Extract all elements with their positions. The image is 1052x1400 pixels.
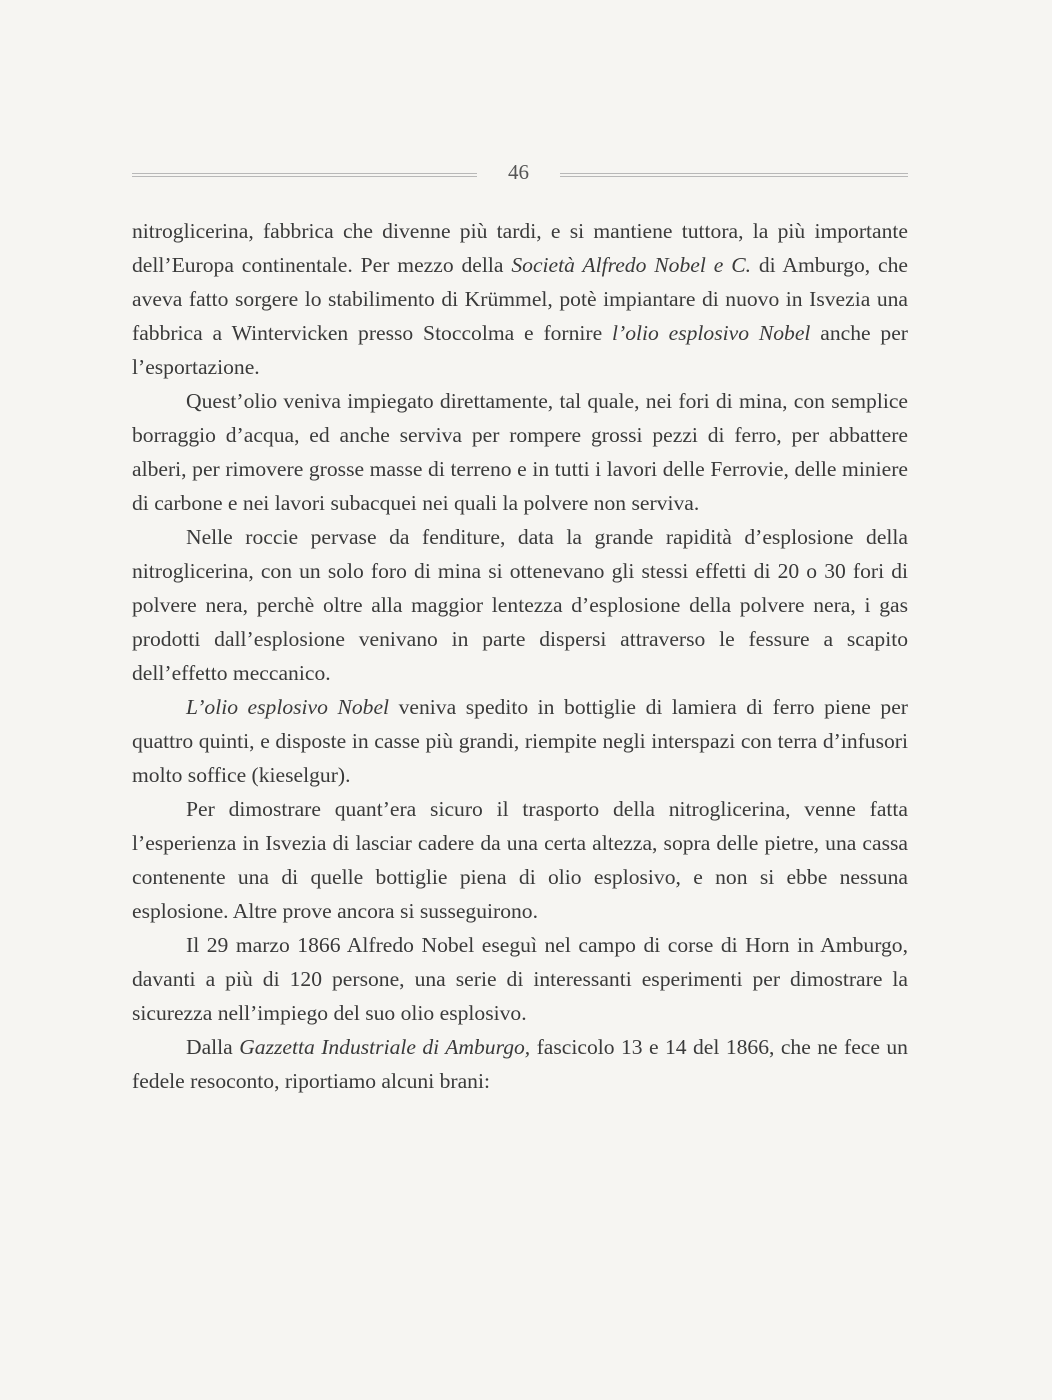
paragraph xyxy=(132,214,908,384)
header-rule-left xyxy=(132,173,477,177)
header-rule-right xyxy=(560,173,908,177)
paragraph xyxy=(132,384,908,520)
text-segment: fascicolo 13 e 14 del 1866, che ne fece un fedele resoconto, riportiamo alcuni brani: xyxy=(132,1035,908,1093)
page-header xyxy=(132,160,908,192)
text-segment: Nelle roccie pervase da fenditure, data la grande rapidità d’esplosione della nitroglicerina, con un solo foro di mina si ottenevano gli stessi effetti di 20 o 30 fori di polvere nera, perchè oltre alla maggior lentezza d’esplosione della polvere nera, i gas prodotti dall’esplosione venivano in parte dispersi attraverso le fessure a scapito dell’effetto meccanico. xyxy=(132,525,908,685)
text-segment: veniva spedito in bottiglie di lamiera di ferro piene per quattro quinti, e disposte in casse più grandi, riempite negli interspazi con terra d’infusori molto soffice (kieselgur). xyxy=(132,695,908,787)
text-segment: nitroglicerina, fabbrica che divenne più tardi, e si mantiene tuttora, la più importante dell’Europa continentale. Per mezzo della xyxy=(132,219,908,277)
italic-text: Gazzetta Industriale di Amburgo, xyxy=(239,1035,531,1059)
paragraph xyxy=(132,690,908,792)
italic-text: L’olio esplosivo Nobel xyxy=(186,695,390,719)
paragraph xyxy=(132,928,908,1030)
text-segment: Dalla xyxy=(186,1035,240,1059)
body-text xyxy=(132,214,908,1098)
page-number: 46 xyxy=(508,160,529,184)
text-segment: Il 29 marzo 1866 Alfredo Nobel eseguì nel campo di corse di Horn in Amburgo, davanti a più di 120 persone, una serie di interessanti esperimenti per dimostrare la sicurezza nell’impiego del suo olio esplosivo. xyxy=(132,933,908,1025)
paragraph xyxy=(132,1030,908,1098)
text-segment: Quest’olio veniva impiegato direttamente, tal quale, nei fori di mina, con semplice borraggio d’acqua, ed anche serviva per rompere grossi pezzi di ferro, per abbattere alberi, per rimovere grosse masse di terreno e in tutti i lavori delle Ferrovie, delle miniere di carbone e nei lavori subacquei nei quali la polvere non serviva. xyxy=(132,389,908,515)
paragraph xyxy=(132,520,908,690)
paragraph xyxy=(132,792,908,928)
italic-text: Società Alfredo Nobel e C. xyxy=(511,253,751,277)
text-segment: Per dimostrare quant’era sicuro il trasporto della nitroglicerina, venne fatta l’esperienza in Isvezia di lasciar cadere da una certa altezza, sopra delle pietre, una cassa contenente una di quelle bottiglie piena di olio esplosivo, e non si ebbe nessuna esplosione. Altre prove ancora si susseguirono. xyxy=(132,797,908,923)
italic-text: l’olio esplosivo Nobel xyxy=(612,321,811,345)
text-segment: anche per l’esportazione. xyxy=(132,321,908,379)
text-segment: di Amburgo, che aveva fatto sorgere lo stabilimento di Krümmel, potè impiantare di nuovo in Isvezia una fabbrica a Wintervicken presso Stoccolma e fornire xyxy=(132,253,908,345)
